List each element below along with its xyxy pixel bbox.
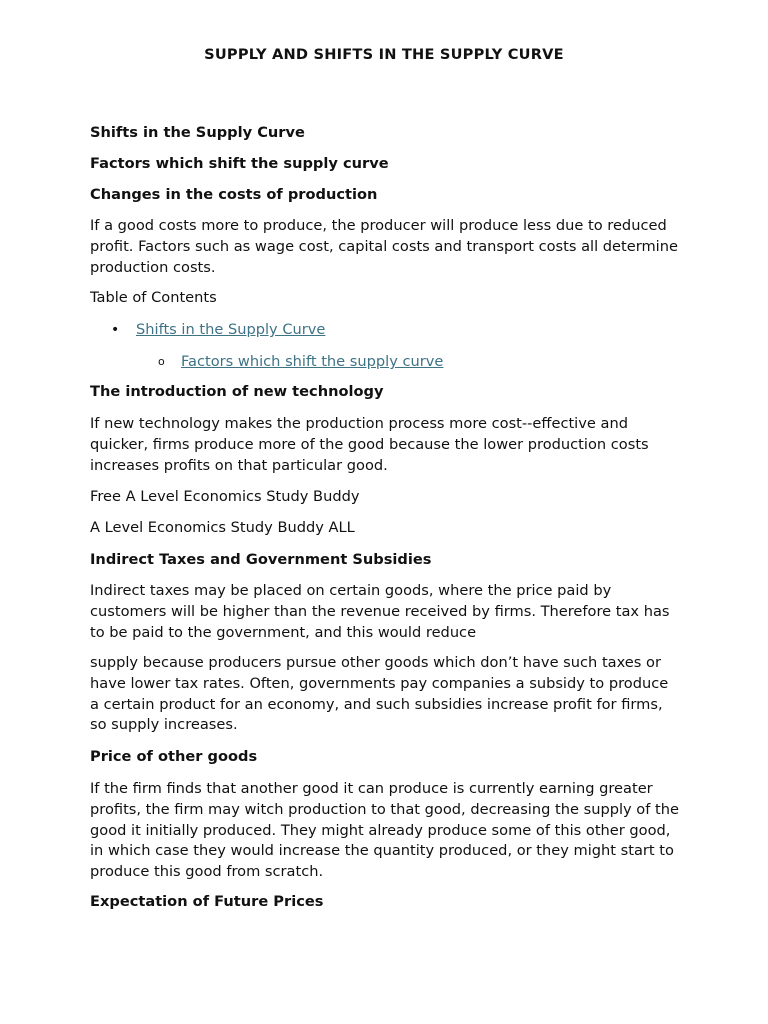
heading-costs: Changes in the costs of production <box>90 186 378 203</box>
heading-shifts: Shifts in the Supply Curve <box>90 124 305 141</box>
heading-factors: Factors which shift the supply curve <box>90 155 389 172</box>
heading-taxes: Indirect Taxes and Government Subsidies <box>90 551 432 568</box>
study-buddy-all: A Level Economics Study Buddy ALL <box>90 519 355 536</box>
paragraph-taxes-1: Indirect taxes may be placed on certain goods, where the price paid by customers will be higher than the revenue received by firms. Therefore tax has to be paid to the government, and this would reduce <box>90 582 670 641</box>
paragraph-other-goods: If the firm finds that another good it can produce is currently earning greater profits, the firm may witch production to that good, decreasing the supply of the good it initially produced. They might already produce some of this other good, in which case they would increase the quantity produced, or they might start to produce this good from scratch. <box>90 780 679 881</box>
document-title: SUPPLY AND SHIFTS IN THE SUPPLY CURVE <box>204 46 564 63</box>
toc-bullet-2: o <box>158 355 165 368</box>
toc-bullet-1: • <box>111 322 120 338</box>
toc-label: Table of Contents <box>90 289 217 306</box>
heading-technology: The introduction of new technology <box>90 383 384 400</box>
paragraph-taxes-2: supply because producers pursue other goods which don’t have such taxes or have lower tax rates. Often, governments pay companies a subsidy to produce a certain product for an economy, and such subsidies increase profit for firms, so supply increases. <box>90 654 669 734</box>
toc-link-factors[interactable]: Factors which shift the supply curve <box>181 353 444 370</box>
paragraph-technology: If new technology makes the production process more cost--effective and quicker, firms produce more of the good because the lower production costs increases profits on that particular good. <box>90 415 649 474</box>
study-buddy-free: Free A Level Economics Study Buddy <box>90 488 360 505</box>
heading-other-goods: Price of other goods <box>90 748 258 765</box>
toc-link-shifts[interactable]: Shifts in the Supply Curve <box>136 321 326 338</box>
heading-expectations: Expectation of Future Prices <box>90 893 324 910</box>
paragraph-costs: If a good costs more to produce, the producer will produce less due to reduced profit. Factors such as wage cost, capital costs and transport costs all determine production costs. <box>90 217 678 276</box>
